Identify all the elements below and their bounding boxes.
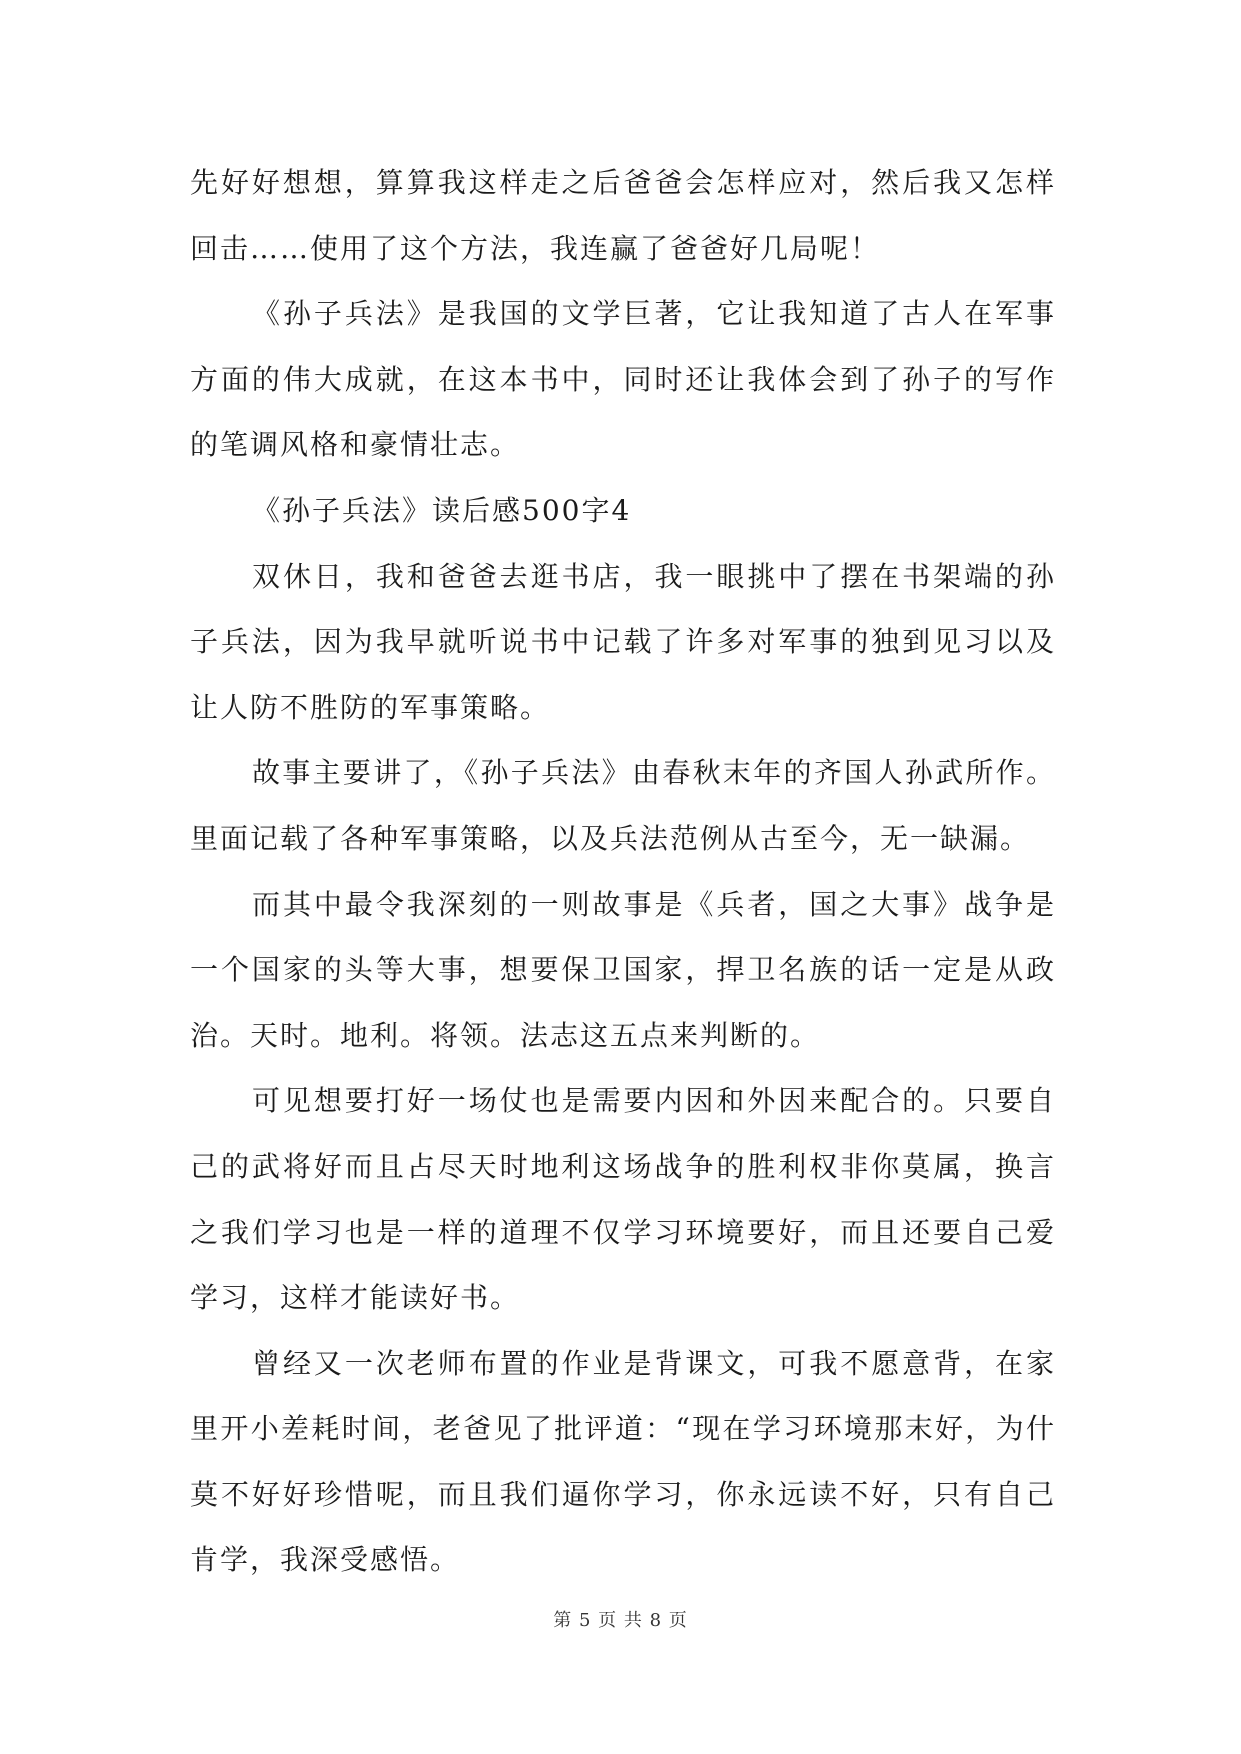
paragraph-1: 先好好想想，算算我这样走之后爸爸会怎样应对，然后我又怎样回击……使用了这个方法，我连赢了爸爸好几局呢！ xyxy=(190,166,1056,265)
document-body xyxy=(190,150,1056,1593)
paragraph-4: 故事主要讲了，《孙子兵法》由春秋末年的齐国人孙武所作。里面记载了各种军事策略，以及兵法范例从古至今，无一缺漏。 xyxy=(190,756,1056,855)
section-heading: 《孙子兵法》读后感500字4 xyxy=(252,493,632,527)
paragraph-7: 曾经又一次老师布置的作业是背课文，可我不愿意背，在家里开小差耗时间，老爸见了批评道：“现在学习环境那末好，为什莫不好好珍惜呢，而且我们逼你学习，你永远读不好，只有自己肯学，我深受感悟。 xyxy=(190,1346,1056,1577)
page-footer: 第 5 页 共 8 页 xyxy=(553,1610,688,1631)
paragraph-5: 而其中最令我深刻的一则故事是《兵者，国之大事》战争是一个国家的头等大事，想要保卫国家，捍卫名族的话一定是从政治。天时。地利。将领。法志这五点来判断的。 xyxy=(190,887,1056,1052)
paragraph-3: 双休日，我和爸爸去逛书店，我一眼挑中了摆在书架端的孙子兵法，因为我早就听说书中记载了许多对军事的独到见习以及让人防不胜防的军事策略。 xyxy=(190,559,1056,724)
paragraph-2: 《孙子兵法》是我国的文学巨著，它让我知道了古人在军事方面的伟大成就，在这本书中，同时还让我体会到了孙子的写作的笔调风格和豪情壮志。 xyxy=(190,297,1056,462)
paragraph-6: 可见想要打好一场仗也是需要内因和外因来配合的。只要自己的武将好而且占尽天时地利这场战争的胜利权非你莫属，换言之我们学习也是一样的道理不仅学习环境要好，而且还要自己爱学习，这样才能读好书。 xyxy=(190,1084,1056,1315)
